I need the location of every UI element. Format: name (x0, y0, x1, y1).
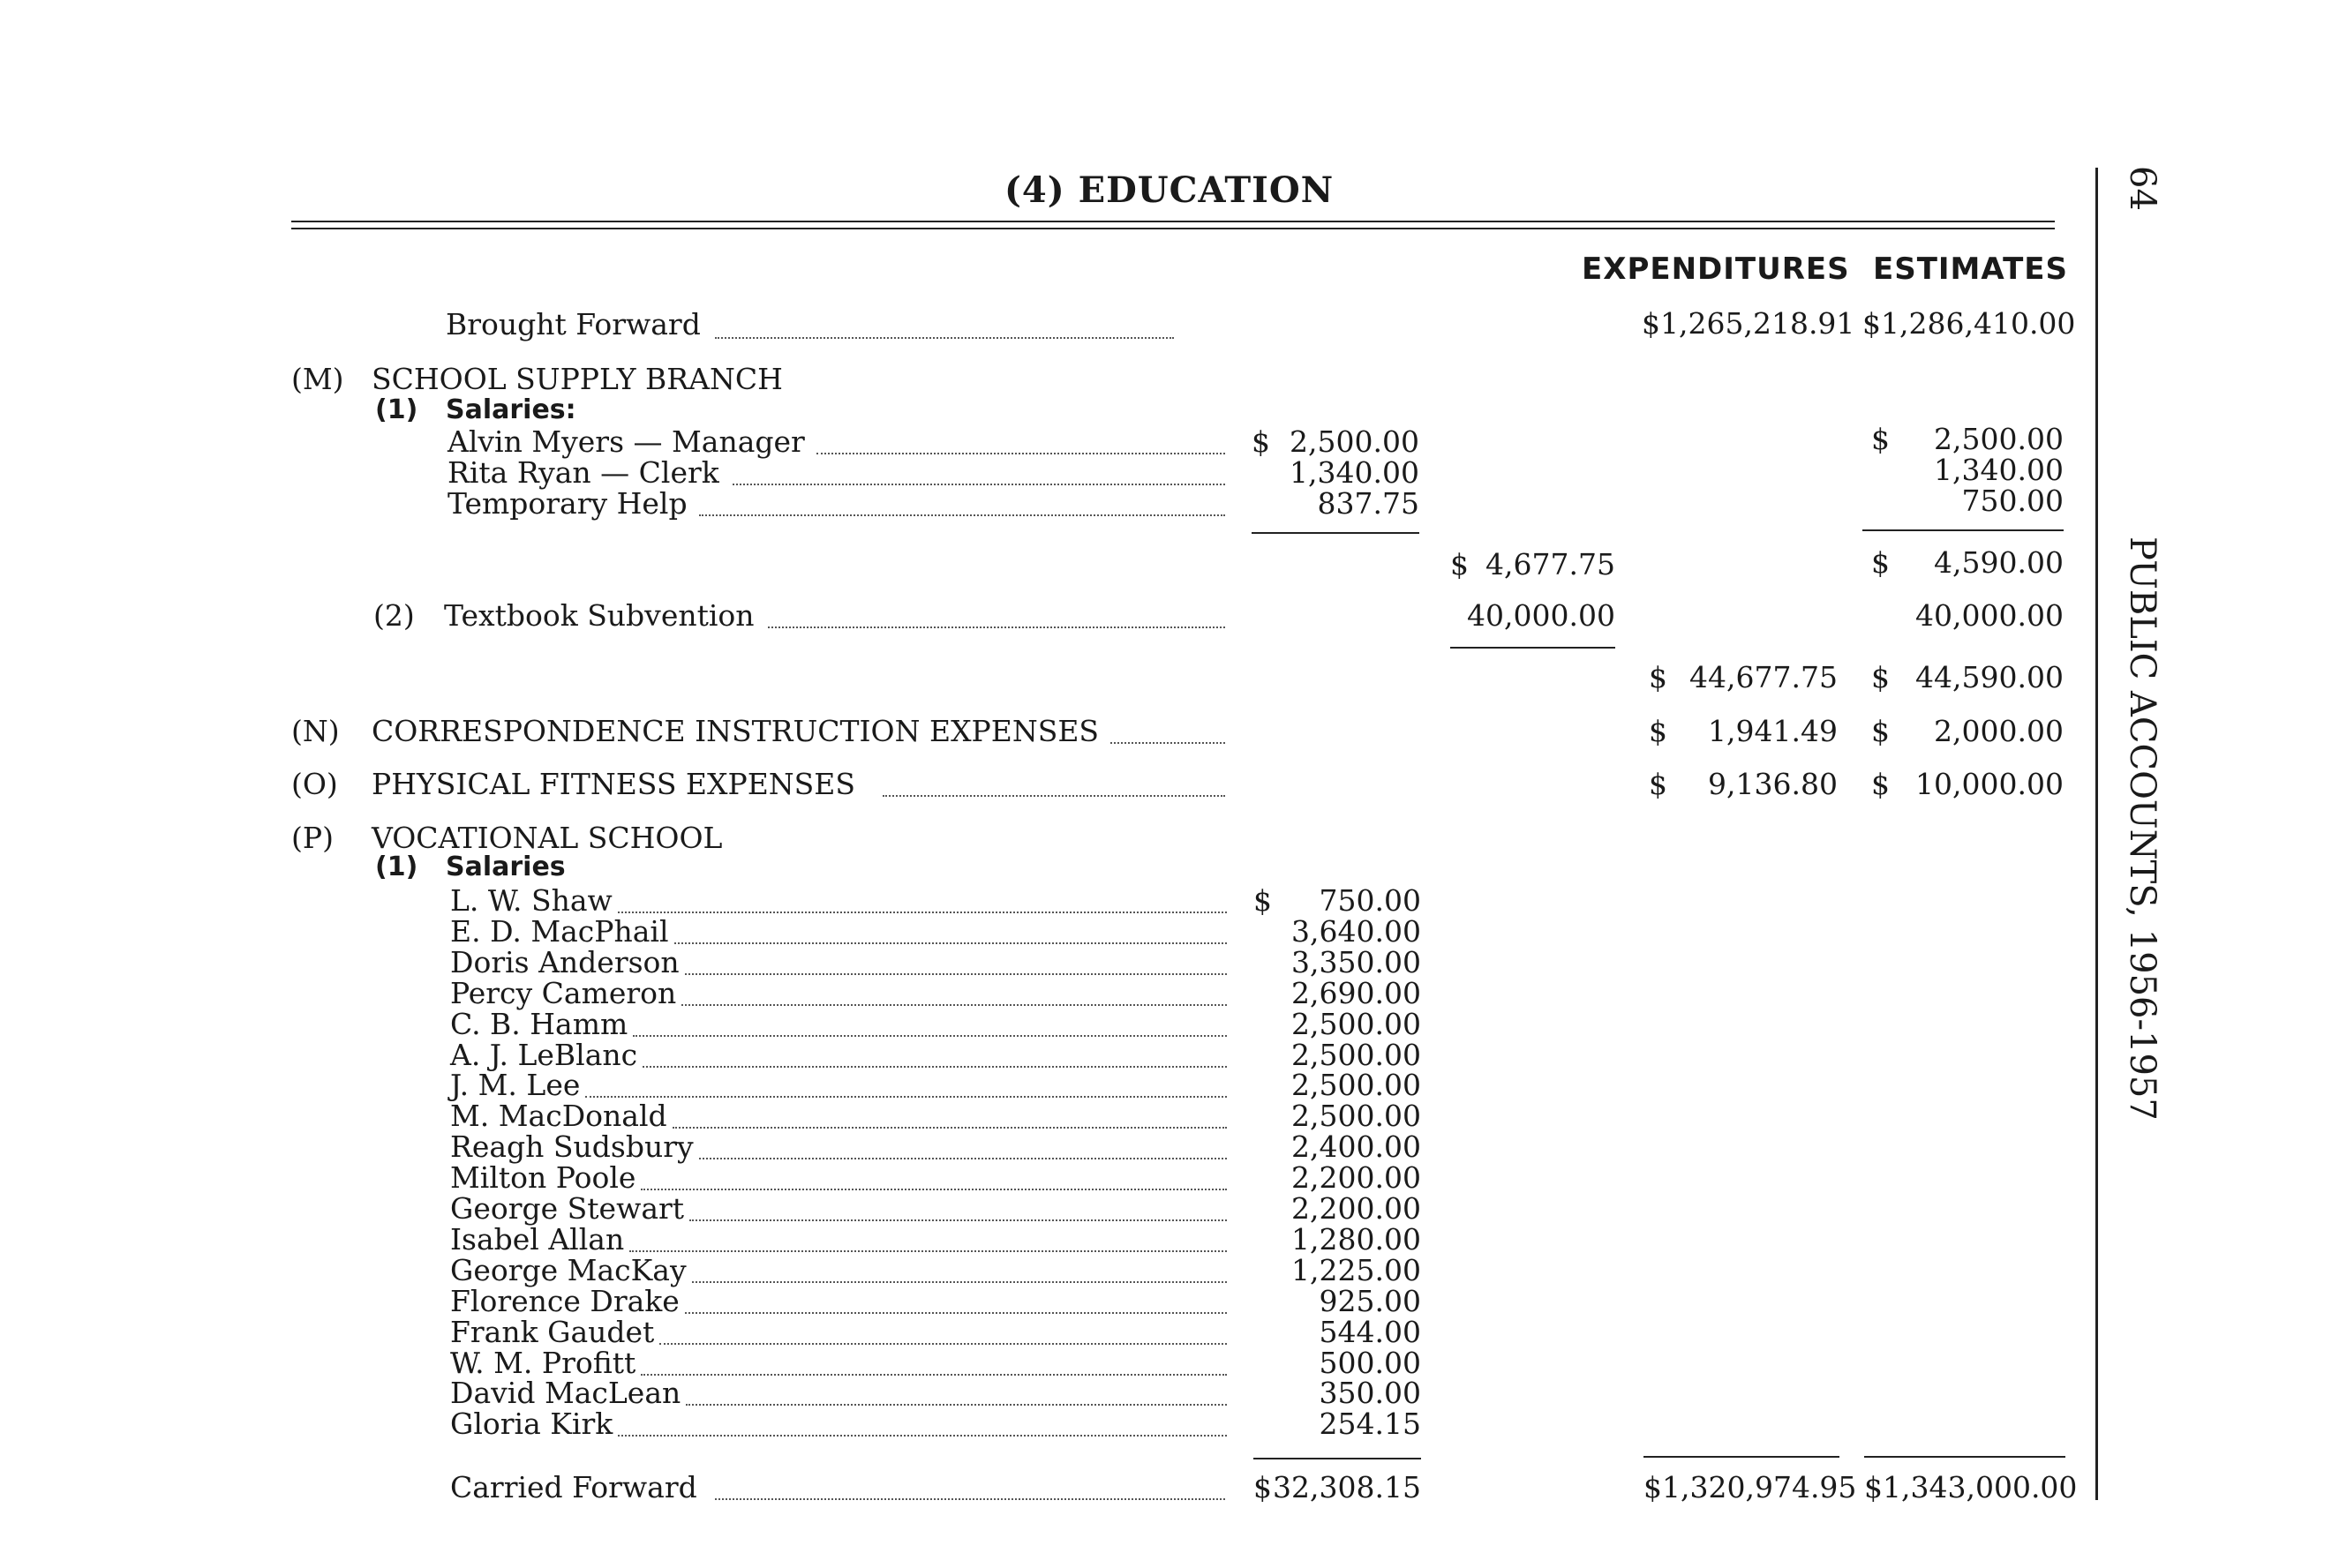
salary-name: Temporary Help (447, 486, 688, 521)
salary-name: L. W. Shaw (450, 883, 613, 918)
dot-leader (733, 484, 1225, 485)
subsection-label: Textbook Subvention (444, 598, 755, 633)
subtotal-rule (1253, 1458, 1421, 1459)
salary-amount: 925.00 (1319, 1284, 1421, 1318)
subsection-number: (2) (373, 598, 415, 633)
subsection-label: Salaries (446, 852, 566, 882)
dot-leader (674, 942, 1227, 944)
salary-amount: 2,500.00 (1291, 1068, 1421, 1102)
salary-amount: 2,500.00 (1290, 424, 1419, 459)
salary-estimate: 2,500.00 (1934, 422, 2064, 456)
brought-forward-label: Brought Forward (446, 307, 701, 341)
section-letter: (P) (291, 821, 334, 855)
dot-leader (686, 1404, 1227, 1406)
salary-name: Gloria Kirk (450, 1407, 613, 1441)
dot-leader (692, 1281, 1227, 1283)
dot-leader (659, 1343, 1227, 1345)
page-title: (4) EDUCATION (1004, 169, 1335, 211)
salary-name: Milton Poole (450, 1160, 636, 1195)
dot-leader (633, 1035, 1227, 1037)
subsection-label: Salaries: (446, 394, 576, 425)
salary-amount: 2,690.00 (1291, 976, 1421, 1010)
dollar-sign: $ (1871, 714, 1890, 748)
salary-amount: 2,500.00 (1291, 1038, 1421, 1072)
salary-amount: 1,280.00 (1291, 1222, 1421, 1257)
section-letter: (N) (291, 714, 340, 748)
dot-leader (629, 1250, 1227, 1252)
dot-leader (641, 1189, 1227, 1190)
dot-leader (715, 337, 1174, 339)
total-rule (1864, 1456, 2065, 1458)
total-rule (1643, 1456, 1839, 1458)
brought-forward-estimate: $1,286,410.00 (1862, 306, 2076, 341)
page-number: 64 (2122, 166, 2162, 211)
salary-amount: 500.00 (1319, 1346, 1421, 1380)
salary-name: Percy Cameron (450, 976, 677, 1010)
dot-leader (618, 1435, 1227, 1437)
dollar-sign: $ (1871, 767, 1890, 801)
dot-leader (883, 795, 1225, 797)
salary-estimate: 1,340.00 (1934, 453, 2064, 487)
section-expenditure: 9,136.80 (1708, 767, 1838, 801)
salary-amount: 3,350.00 (1291, 945, 1421, 979)
salary-amount: 3,640.00 (1291, 914, 1421, 949)
salary-name: Florence Drake (450, 1284, 680, 1318)
dollar-sign: $ (1253, 883, 1272, 918)
salary-name: A. J. LeBlanc (450, 1038, 638, 1072)
carried-forward-estimate: $1,343,000.00 (1864, 1470, 2078, 1504)
salary-amount: 2,500.00 (1291, 1007, 1421, 1041)
salary-name: M. MacDonald (450, 1099, 667, 1133)
dollar-sign: $ (1649, 767, 1667, 801)
dot-leader (1110, 742, 1225, 744)
section-title: SCHOOL SUPPLY BRANCH (372, 362, 783, 396)
dot-leader (673, 1127, 1227, 1129)
salary-amount: 1,225.00 (1291, 1253, 1421, 1287)
salary-name: Doris Anderson (450, 945, 680, 979)
salary-name: Frank Gaudet (450, 1315, 655, 1349)
dot-leader (641, 1374, 1227, 1376)
dot-leader (715, 1498, 1225, 1500)
salary-amount: 2,200.00 (1291, 1191, 1421, 1226)
subtotal-rule (1252, 532, 1419, 534)
section-title: VOCATIONAL SCHOOL (372, 821, 723, 855)
salary-estimate: 750.00 (1961, 484, 2064, 518)
section-letter: (M) (291, 362, 344, 396)
dollar-sign: $ (1253, 1470, 1272, 1504)
salary-amount: 254.15 (1319, 1407, 1421, 1441)
dot-leader (816, 453, 1225, 454)
side-title: PUBLIC ACCOUNTS, 1956-1957 (2122, 536, 2162, 1121)
dot-leader (618, 912, 1227, 913)
dollar-sign: $ (1871, 545, 1890, 580)
section-letter: (O) (291, 767, 338, 801)
estimates-header: ESTIMATES (1873, 251, 2068, 287)
salary-amount: 544.00 (1319, 1315, 1421, 1349)
dot-leader (585, 1096, 1227, 1098)
dot-leader (699, 1158, 1227, 1159)
salary-total-estimate: 4,590.00 (1934, 545, 2064, 580)
total-rule (1450, 647, 1615, 649)
dollar-sign: $ (1871, 660, 1890, 694)
dot-leader (699, 514, 1225, 516)
brought-forward-expenditure: $1,265,218.91 (1642, 306, 1855, 341)
section-estimate: 10,000.00 (1915, 767, 2064, 801)
dollar-sign: $ (1871, 422, 1890, 456)
salary-amount: 350.00 (1319, 1376, 1421, 1410)
carried-forward-expenditure: $1,320,974.95 (1643, 1470, 1857, 1504)
expenditures-header: EXPENDITURES (1582, 251, 1850, 287)
salary-name: David MacLean (450, 1376, 681, 1410)
salary-amount: 2,400.00 (1291, 1129, 1421, 1164)
textbook-amount: 40,000.00 (1467, 598, 1615, 633)
textbook-estimate: 40,000.00 (1915, 598, 2064, 633)
dollar-sign: $ (1450, 547, 1469, 581)
section-title: CORRESPONDENCE INSTRUCTION EXPENSES (372, 714, 1100, 748)
right-margin-rule (2095, 168, 2098, 1500)
section-estimate: 2,000.00 (1934, 714, 2064, 748)
carried-forward-amount: 32,308.15 (1273, 1470, 1421, 1504)
dollar-sign: $ (1649, 660, 1667, 694)
dot-leader (643, 1066, 1227, 1068)
dollar-sign: $ (1252, 424, 1270, 459)
salary-name: W. M. Profitt (450, 1346, 636, 1380)
salary-name: J. M. Lee (450, 1068, 581, 1102)
salary-total: 4,677.75 (1485, 547, 1615, 581)
title-rule-top (291, 221, 2055, 222)
salary-amount: 1,340.00 (1290, 455, 1419, 490)
dot-leader (681, 1004, 1227, 1006)
title-rule-bottom (291, 228, 2055, 229)
dot-leader (685, 1312, 1227, 1314)
dot-leader (685, 973, 1227, 975)
section-total-expenditure: 44,677.75 (1689, 660, 1838, 694)
salary-name: C. B. Hamm (450, 1007, 628, 1041)
salary-name: E. D. MacPhail (450, 914, 669, 949)
salary-amount: 2,500.00 (1291, 1099, 1421, 1133)
subsection-number: (1) (375, 852, 418, 882)
salary-name: Isabel Allan (450, 1222, 625, 1257)
salary-amount: 837.75 (1317, 486, 1419, 521)
subsection-number: (1) (375, 394, 418, 425)
dot-leader (768, 626, 1225, 628)
salary-name: George MacKay (450, 1253, 687, 1287)
salary-amount: 750.00 (1319, 883, 1421, 918)
dollar-sign: $ (1649, 714, 1667, 748)
salary-name: Alvin Myers — Manager (447, 424, 805, 459)
carried-forward-label: Carried Forward (450, 1470, 697, 1504)
section-title: PHYSICAL FITNESS EXPENSES (372, 767, 855, 801)
subtotal-rule (1862, 529, 2064, 531)
section-total-estimate: 44,590.00 (1915, 660, 2064, 694)
salary-name: Rita Ryan — Clerk (447, 455, 719, 490)
salary-name: Reagh Sudsbury (450, 1129, 694, 1164)
salary-amount: 2,200.00 (1291, 1160, 1421, 1195)
dot-leader (689, 1219, 1227, 1221)
section-expenditure: 1,941.49 (1708, 714, 1838, 748)
salary-name: George Stewart (450, 1191, 685, 1226)
